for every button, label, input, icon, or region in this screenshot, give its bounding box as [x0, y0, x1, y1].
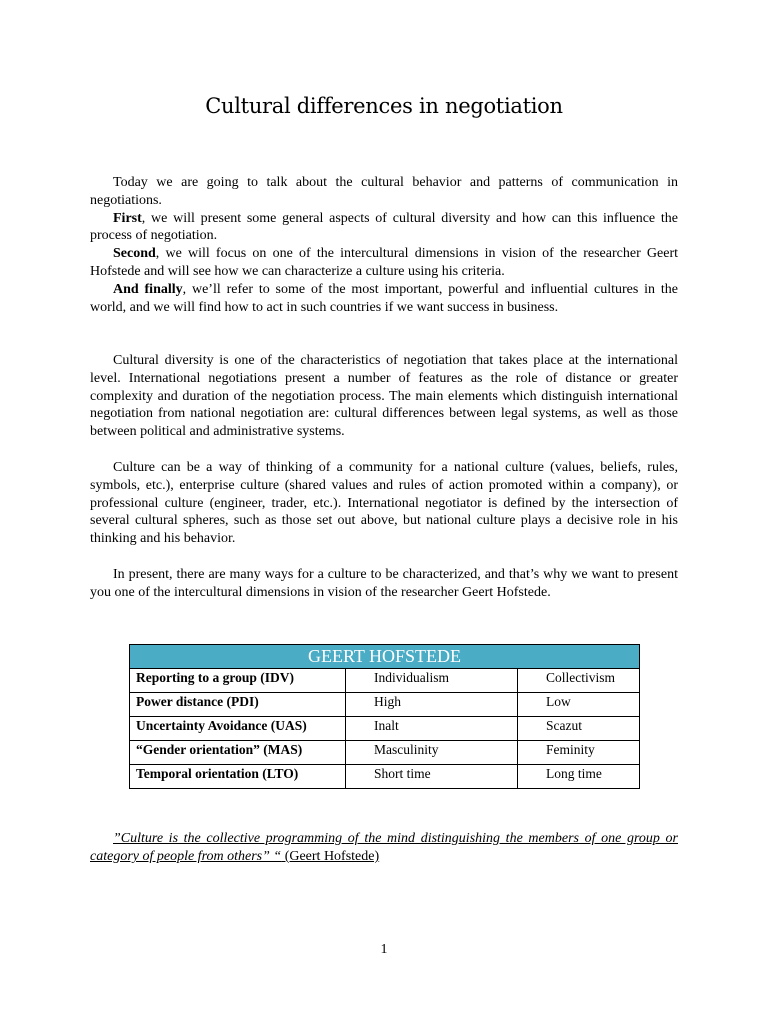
culture-paragraph: Culture can be a way of thinking of a community for a national culture (values, beliefs, rules, symbols, etc.), enterprise culture (shared values and rules of action promoted within a company), or professional culture (engineer, trader, etc.). International negotiator is defined by the intersection of several cultural spheres, such as those set out above, but national culture plays a decisive role in his thinking and his behavior.	[90, 460, 678, 547]
intro-paragraph: Today we are going to talk about the cultural behavior and patterns of communication in negotiations.	[90, 175, 678, 208]
diversity-paragraph: Cultural diversity is one of the characteristics of negotiation that takes place at the international level. International negotiations present a number of features as the role of distance or greater complexity and duration of the negotiation process. The main elements which distinguish international negotiation from national negotiation are: cultural differences between legal systems, as well as those between political and administrative systems.	[90, 353, 678, 440]
quote-paragraph	[90, 830, 678, 866]
hofstede-table	[129, 644, 640, 789]
dimension-cell: Reporting to a group (IDV)	[130, 669, 346, 693]
hofstede-quote	[90, 830, 678, 866]
high-pole-cell: Feminity	[518, 741, 640, 765]
intro-second-text: , we will focus on one of the intercultural dimensions in vision of the researcher Geert Hofstede and will see how we can characterize a culture using his criteria.	[90, 246, 678, 279]
low-pole-cell: Masculinity	[346, 741, 518, 765]
table-header-row	[130, 645, 640, 669]
document-title: Cultural differences in negotiation	[205, 94, 563, 118]
table-row	[130, 765, 640, 789]
low-pole-cell: Inalt	[346, 717, 518, 741]
present-section	[90, 566, 678, 602]
intro-first	[90, 210, 678, 246]
dimension-cell: Power distance (PDI)	[130, 693, 346, 717]
table-row	[130, 669, 640, 693]
table-header: GEERT HOFSTEDE	[130, 645, 640, 669]
intro-finally-bold: And finally	[113, 281, 183, 297]
culture-section	[90, 459, 678, 548]
high-pole-cell: Long time	[518, 765, 640, 789]
low-pole-cell: High	[346, 693, 518, 717]
intro-second-bold: Second	[113, 246, 156, 262]
low-pole-cell: Short time	[346, 765, 518, 789]
intro-first-bold: First	[113, 210, 142, 226]
intro-section	[90, 174, 678, 316]
quote-text: ”Culture is the collective programming of the mind distinguishing the members of one group or category of people from others” “	[90, 831, 678, 864]
quote-attribution: (Geert Hofstede)	[281, 849, 380, 864]
diversity-section	[90, 352, 678, 441]
present-paragraph: In present, there are many ways for a culture to be characterized, and that’s why we want to present you one of the intercultural dimensions in vision of the researcher Geert Hofstede.	[90, 567, 678, 600]
low-pole-cell: Individualism	[346, 669, 518, 693]
high-pole-cell: Collectivism	[518, 669, 640, 693]
dimension-cell: Uncertainty Avoidance (UAS)	[130, 717, 346, 741]
page-number: 1	[380, 942, 388, 957]
table-row	[130, 741, 640, 765]
dimension-cell: Temporal orientation (LTO)	[130, 765, 346, 789]
table-row	[130, 693, 640, 717]
intro-first-text: , we will present some general aspects of cultural diversity and how can this influence the process of negotiation.	[90, 210, 678, 244]
table-row	[130, 717, 640, 741]
intro-finally-text: , we’ll refer to some of the most important, powerful and influential cultures in the world, and we will find how to act in such countries if we want success in business.	[90, 281, 678, 315]
high-pole-cell: Scazut	[518, 717, 640, 741]
high-pole-cell: Low	[518, 693, 640, 717]
intro-second	[90, 245, 678, 281]
intro-finally	[90, 281, 678, 317]
dimension-cell: “Gender orientation” (MAS)	[130, 741, 346, 765]
